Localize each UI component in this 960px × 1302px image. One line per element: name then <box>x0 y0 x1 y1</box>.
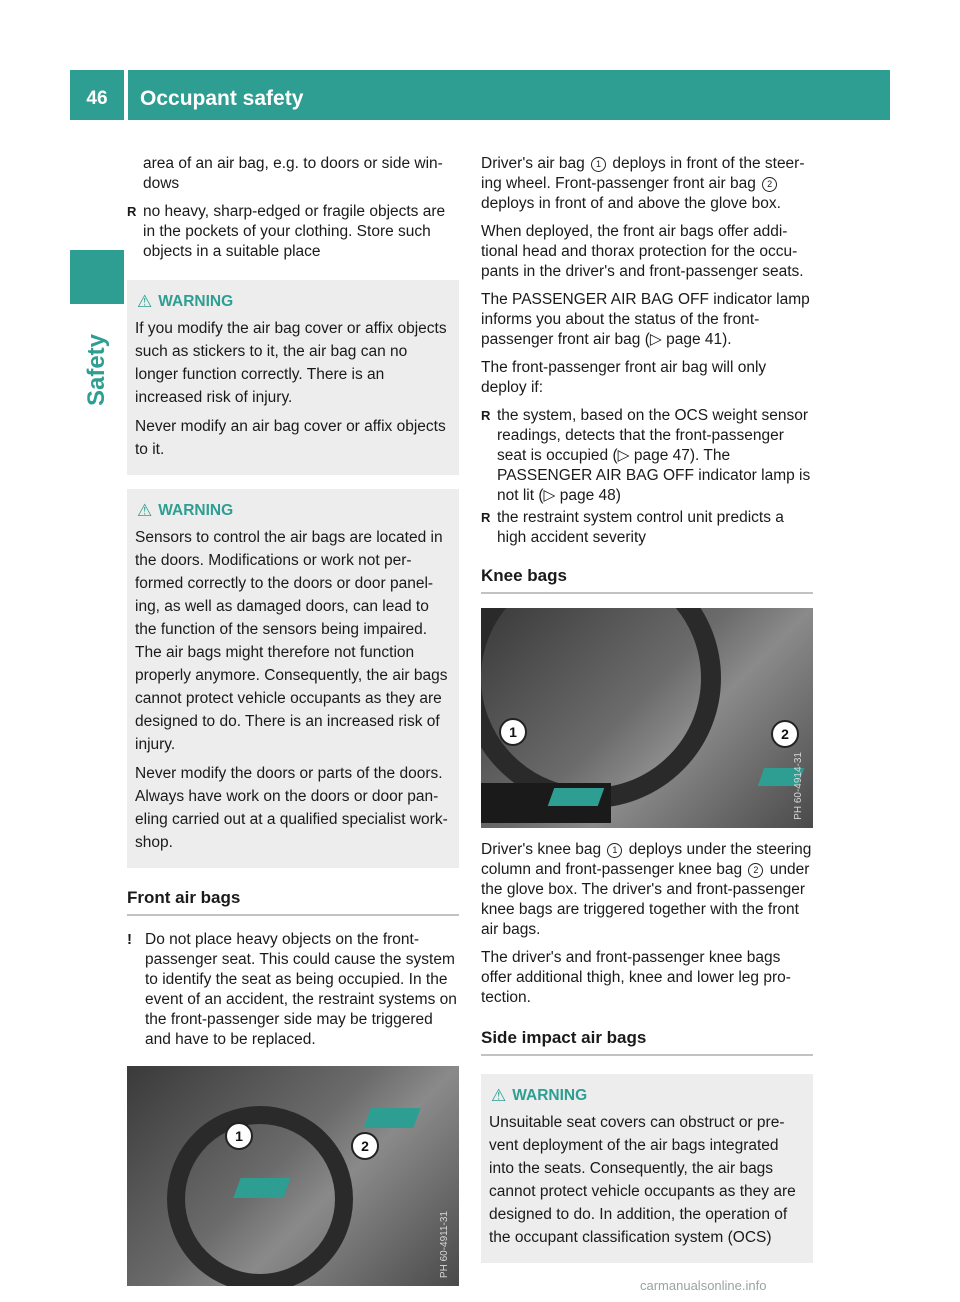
paragraph: The driver's and front-passenger knee bags offer additional thigh, knee and lower leg pro-tection. <box>481 949 791 1006</box>
warning-triangle-icon: ⚠ <box>137 292 153 311</box>
callout-1: 1 <box>499 718 527 746</box>
callout-ref-1: 1 <box>607 843 622 858</box>
warning-text: Never modify an air bag cover or affix objects to it. <box>135 418 446 458</box>
warning-box <box>127 489 459 868</box>
text-span: deploys under the steering column and front-passenger knee bag <box>481 841 812 878</box>
paragraph: The front-passenger front air bag will only deploy if: <box>481 359 767 396</box>
watermark-link[interactable]: carmanualsonline.info <box>640 1278 767 1293</box>
callout-1: 1 <box>225 1122 253 1150</box>
warning-label: WARNING <box>158 502 234 519</box>
knee-bag-photo <box>481 608 813 828</box>
bullet-list <box>127 202 459 262</box>
bullet-item: R the restraint system control unit predicts a high accident severity <box>481 508 813 548</box>
airbag-arrow-passenger <box>363 1108 420 1128</box>
bullet-item: R no heavy, sharp-edged or fragile objects are in the pockets of your clothing. Store such objects in a suitable place <box>127 202 459 262</box>
right-column <box>481 154 813 1275</box>
warning-text: If you modify the air bag cover or affix objects such as stickers to it, the air bag can no longer function correctly. There is an increased risk of injury. <box>135 320 447 406</box>
warning-header <box>489 1084 805 1107</box>
warning-text: Sensors to control the air bags are located in the doors. Modifications or work not per-formed correctly to the doors or door panel-ing, as well as damaged doors, can lead to the function of the sensors being impaired. The air bags might therefore not function properly anymore. Consequently, the air bags cannot protect vehicle occupants as they are designed to do. There is an increased risk of injury. <box>135 529 448 753</box>
callout-2: 2 <box>351 1132 379 1160</box>
photo-code: PH 60-4914-31 <box>793 752 804 820</box>
airbag-arrow-driver <box>233 1178 290 1198</box>
callout-2: 2 <box>771 720 799 748</box>
callout-ref-2: 2 <box>748 863 763 878</box>
warning-header <box>135 290 451 313</box>
warning-header <box>135 499 451 522</box>
side-tab-block <box>70 250 124 304</box>
left-column <box>127 154 459 1286</box>
paragraph: The PASSENGER AIR BAG OFF indicator lamp informs you about the status of the front-passenger front air bag (▷ page 41). <box>481 291 810 348</box>
warning-box <box>481 1074 813 1263</box>
text-span: Driver's knee bag <box>481 841 602 858</box>
photo-code: PH 60-4911-31 <box>439 1210 450 1278</box>
warning-text: Unsuitable seat covers can obstruct or pre-vent deployment of the air bags integrated into the seats. Consequently, the air bags cannot protect vehicle occupants as they are designed to do. In addition, the operation of the occupant classification system (OCS) <box>489 1114 796 1246</box>
callout-ref-2: 2 <box>762 177 777 192</box>
text-span: deploys in front of and above the glove box. <box>481 195 781 212</box>
paragraph <box>481 840 813 940</box>
section-title: Occupant safety <box>140 87 304 110</box>
text-span: deploys in front of the steer-ing wheel. Front-passenger front air bag <box>481 155 805 192</box>
note-block <box>127 930 459 1050</box>
paragraph <box>481 154 813 214</box>
continuation-text: area of an air bag, e.g. to doors or side win-dows <box>143 155 443 192</box>
warning-box <box>127 280 459 475</box>
warning-triangle-icon: ⚠ <box>491 1086 507 1105</box>
header-divider <box>124 70 128 120</box>
exclamation-icon: ! <box>127 931 132 948</box>
page-number: 46 <box>86 88 108 109</box>
bullet-item: R the system, based on the OCS weight sensor readings, detects that the front-passenger seat is occupied (▷ page 47). The PASSENGER AIR BAG OFF indicator lamp is not lit (▷ page 48) <box>481 406 813 506</box>
heading-front-air-bags: Front air bags <box>127 888 459 916</box>
heading-side-impact-air-bags: Side impact air bags <box>481 1028 813 1056</box>
warning-label: WARNING <box>512 1087 588 1104</box>
steering-wheel-shape <box>481 608 721 808</box>
heading-knee-bags: Knee bags <box>481 566 813 594</box>
knee-arrow-driver <box>548 788 605 806</box>
paragraph: When deployed, the front air bags offer addi-tional head and thorax protection for the occu-pants in the driver's and front-passenger seats. <box>481 223 804 280</box>
note-text: Do not place heavy objects on the front-passenger seat. This could cause the system to identify the seat as being occupied. In the event of an accident, the restraint systems on the front-passenger side may be triggered and have to be replaced. <box>145 931 457 1048</box>
warning-label: WARNING <box>158 293 234 310</box>
bullet-list <box>481 406 813 548</box>
side-tab-label: Safety <box>83 333 110 407</box>
front-airbag-photo <box>127 1066 459 1286</box>
warning-text: Never modify the doors or parts of the doors. Always have work on the doors or door pan-eling carried out at a qualified specialist work-shop. <box>135 765 448 851</box>
text-span: Driver's air bag <box>481 155 585 172</box>
callout-ref-1: 1 <box>591 157 606 172</box>
warning-triangle-icon: ⚠ <box>137 501 153 520</box>
text-span: under the glove box. The driver's and front-passenger knee bags are triggered together with the front air bags. <box>481 861 810 938</box>
